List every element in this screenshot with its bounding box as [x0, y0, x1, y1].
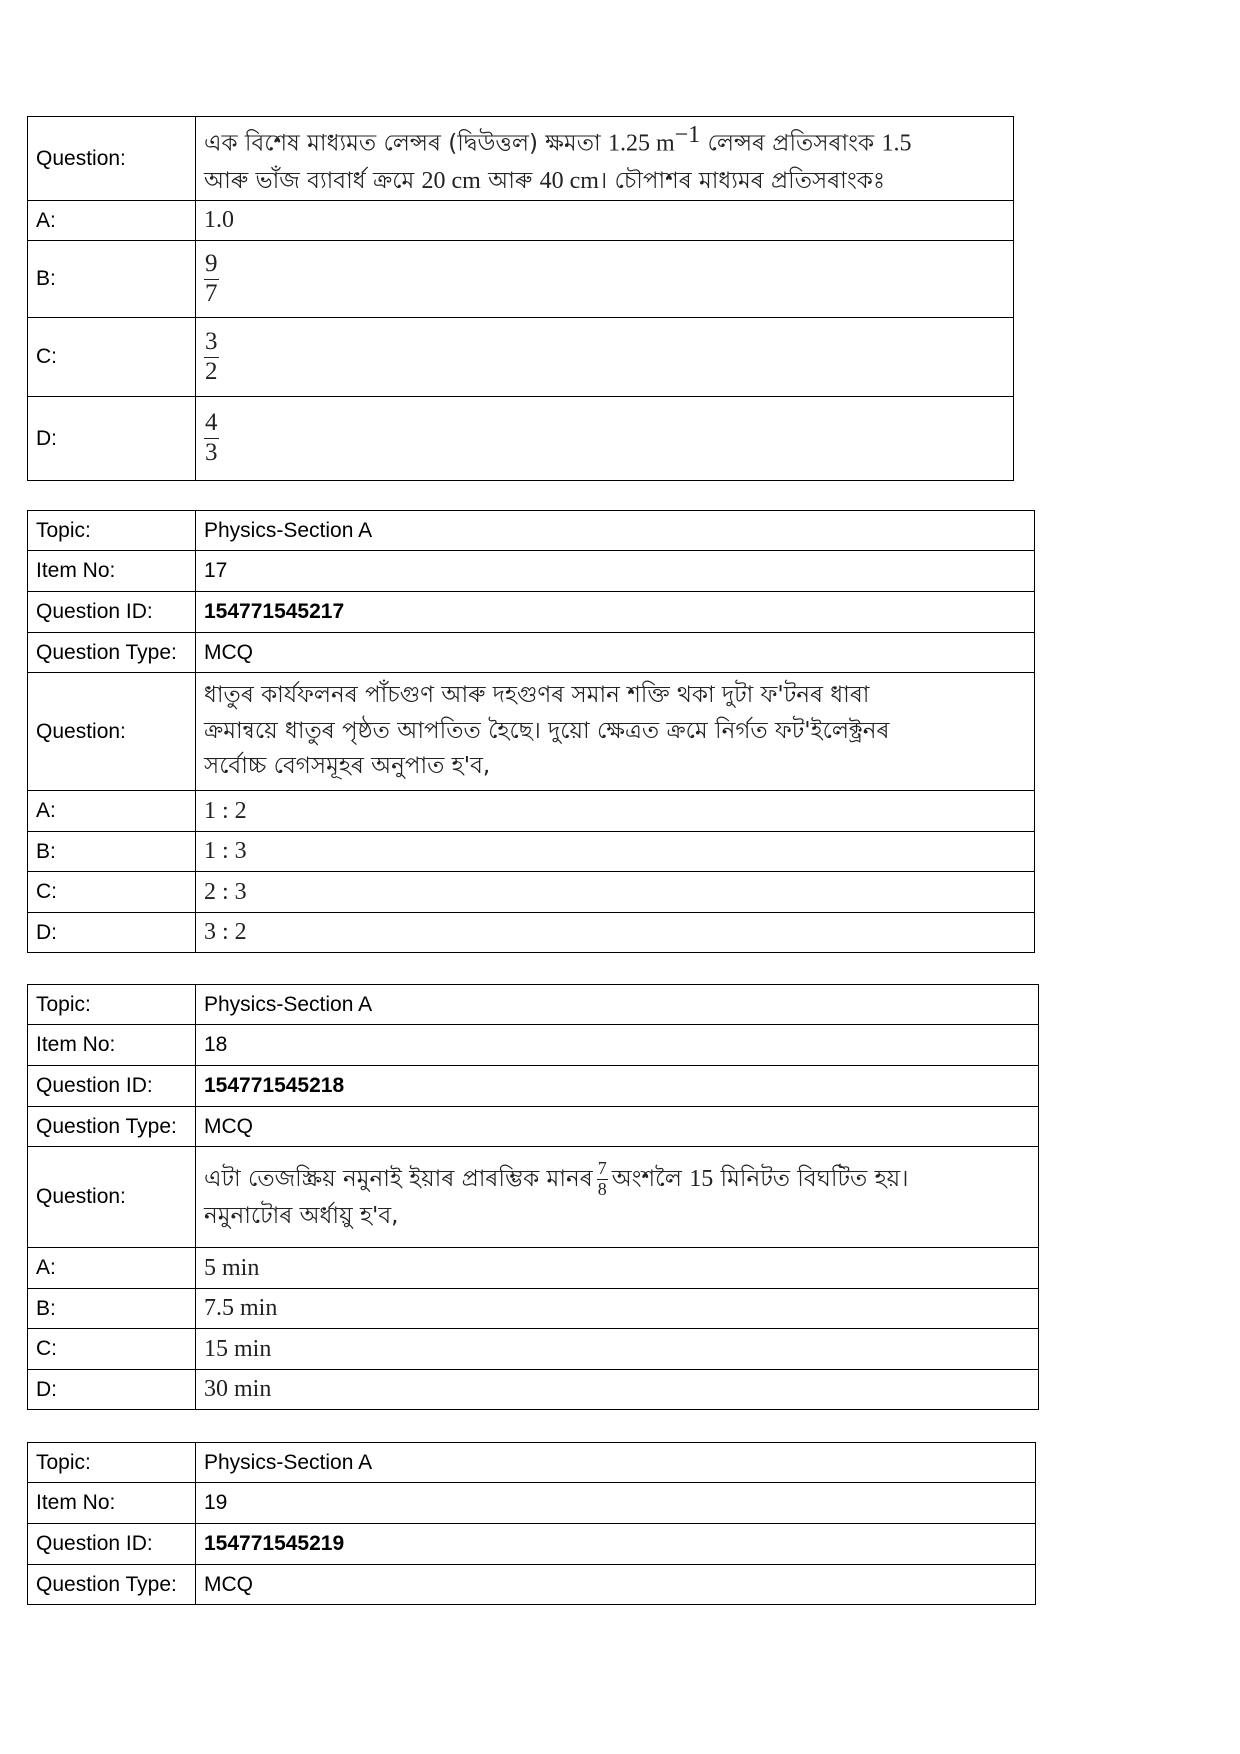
- question-type-row: [28, 633, 1035, 673]
- question-type-label: Question Type:: [28, 1107, 196, 1147]
- item-no-value: 17: [196, 551, 1035, 592]
- question-type-value: MCQ: [196, 1107, 1039, 1147]
- question-id-value: 154771545218: [196, 1066, 1039, 1107]
- option-text: 1 : 2: [196, 791, 1035, 832]
- fraction-numerator: 9: [205, 249, 218, 277]
- option-label: C:: [28, 318, 196, 397]
- option-text: 30 min: [196, 1370, 1039, 1410]
- option-label: B:: [28, 1289, 196, 1329]
- topic-value: Physics-Section A: [196, 985, 1039, 1025]
- question-text: এক বিশেষ মাধ্যমত লেন্সৰ (দ্বিউত্তল) ক্ষমতা 1.25 $m^{-1}$ লেন্সৰ প্ৰতিসৰাংক 1.5 আৰু ভাঁজ ব্যাবাৰ্ধ ক্ৰমে 20 cm আৰু 40 cm। চৌপাশৰ মাধ্যমৰ প্ৰতিসৰাংকঃ: [196, 117, 1014, 201]
- question-type-row: [28, 1107, 1039, 1147]
- option-label: C:: [28, 872, 196, 913]
- item-no-row: [28, 1025, 1039, 1066]
- option-text: 2 : 3: [196, 872, 1035, 913]
- fraction-numerator: 4: [205, 409, 218, 437]
- option-row-a: [28, 201, 1014, 241]
- question-table-16: [27, 116, 1014, 481]
- item-no-label: Item No:: [28, 551, 196, 592]
- option-row-d: [28, 397, 1014, 481]
- question-label: Question:: [28, 1147, 196, 1248]
- topic-row: [28, 511, 1035, 551]
- topic-value: Physics-Section A: [196, 511, 1035, 551]
- option-fraction: [196, 318, 1014, 397]
- topic-label: Topic:: [28, 1443, 196, 1483]
- question-row: [28, 1147, 1039, 1248]
- fraction-denominator: 8: [597, 1178, 607, 1199]
- option-label: D:: [28, 913, 196, 953]
- fraction-denominator: 3: [205, 439, 218, 467]
- option-row-b: [28, 832, 1035, 872]
- fraction-denominator: 7: [205, 279, 218, 307]
- option-text: 5 min: [196, 1248, 1039, 1289]
- fraction-numerator: 3: [205, 327, 218, 355]
- question-id-row: [28, 592, 1035, 633]
- question-label: Question:: [28, 117, 196, 201]
- question-label: Question:: [28, 673, 196, 791]
- option-label: A:: [28, 791, 196, 832]
- option-text: 3 : 2: [196, 913, 1035, 953]
- item-no-row: [28, 1483, 1036, 1524]
- fraction-denominator: 2: [205, 357, 218, 385]
- topic-row: [28, 1443, 1036, 1483]
- option-row-d: [28, 913, 1035, 953]
- question-type-value: MCQ: [196, 1565, 1036, 1605]
- question-table-18: [27, 984, 1039, 1410]
- question-type-value: MCQ: [196, 633, 1035, 673]
- option-fraction: [196, 241, 1014, 318]
- item-no-label: Item No:: [28, 1483, 196, 1524]
- topic-value: Physics-Section A: [196, 1443, 1036, 1483]
- topic-label: Topic:: [28, 985, 196, 1025]
- fraction-numerator: 7: [597, 1157, 607, 1178]
- item-no-value: 18: [196, 1025, 1039, 1066]
- question-id-row: [28, 1066, 1039, 1107]
- option-label: D:: [28, 397, 196, 481]
- item-no-label: Item No:: [28, 1025, 196, 1066]
- question-id-row: [28, 1524, 1036, 1565]
- option-label: B:: [28, 241, 196, 318]
- question-type-row: [28, 1565, 1036, 1605]
- option-row-c: [28, 872, 1035, 913]
- item-no-value: 19: [196, 1483, 1036, 1524]
- option-row-c: [28, 1329, 1039, 1370]
- option-text: 7.5 min: [196, 1289, 1039, 1329]
- option-label: A:: [28, 1248, 196, 1289]
- option-row-a: [28, 1248, 1039, 1289]
- fraction: [597, 1159, 608, 1200]
- question-text: ধাতুৰ কাৰ্যফলনৰ পাঁচগুণ আৰু দহগুণৰ সমান শক্তি থকা দুটা ফ'টনৰ ধাৰা ক্ৰমান্বয়ে ধাতুৰ পৃষ্ঠত আপতিত হৈছে। দুয়ো ক্ষেত্ৰত ক্ৰমে নিৰ্গত ফট'ইলেক্ট্ৰনৰ সৰ্বোচ্চ বেগসমূহৰ অনুপাত হ'ব,: [196, 673, 1035, 791]
- question-id-label: Question ID:: [28, 1066, 196, 1107]
- option-row-c: [28, 318, 1014, 397]
- option-fraction: [196, 397, 1014, 481]
- question-id-label: Question ID:: [28, 1524, 196, 1565]
- option-label: B:: [28, 832, 196, 872]
- question-id-label: Question ID:: [28, 592, 196, 633]
- option-row-a: [28, 791, 1035, 832]
- question-row: [28, 673, 1035, 791]
- option-row-b: [28, 241, 1014, 318]
- question-id-value: 154771545219: [196, 1524, 1036, 1565]
- option-text: 1.0: [196, 201, 1014, 241]
- question-table-19: [27, 1442, 1036, 1605]
- question-type-label: Question Type:: [28, 633, 196, 673]
- option-label: A:: [28, 201, 196, 241]
- question-type-label: Question Type:: [28, 1565, 196, 1605]
- question-row: [28, 117, 1014, 201]
- option-label: C:: [28, 1329, 196, 1370]
- question-table-17: [27, 510, 1035, 953]
- option-label: D:: [28, 1370, 196, 1410]
- option-text: 1 : 3: [196, 832, 1035, 872]
- item-no-row: [28, 551, 1035, 592]
- option-row-d: [28, 1370, 1039, 1410]
- option-text: 15 min: [196, 1329, 1039, 1370]
- topic-label: Topic:: [28, 511, 196, 551]
- question-id-value: 154771545217: [196, 592, 1035, 633]
- topic-row: [28, 985, 1039, 1025]
- question-text: এটা তেজস্ক্ৰিয় নমুনাই ইয়াৰ প্ৰাৰম্ভিক মানৰ $\frac{7}{8}$ অংশলৈ 15 মিনিটত বিঘটিত হয়। নমুনাটোৰ অৰ্ধায়ু হ'ব,: [196, 1147, 1039, 1248]
- option-row-b: [28, 1289, 1039, 1329]
